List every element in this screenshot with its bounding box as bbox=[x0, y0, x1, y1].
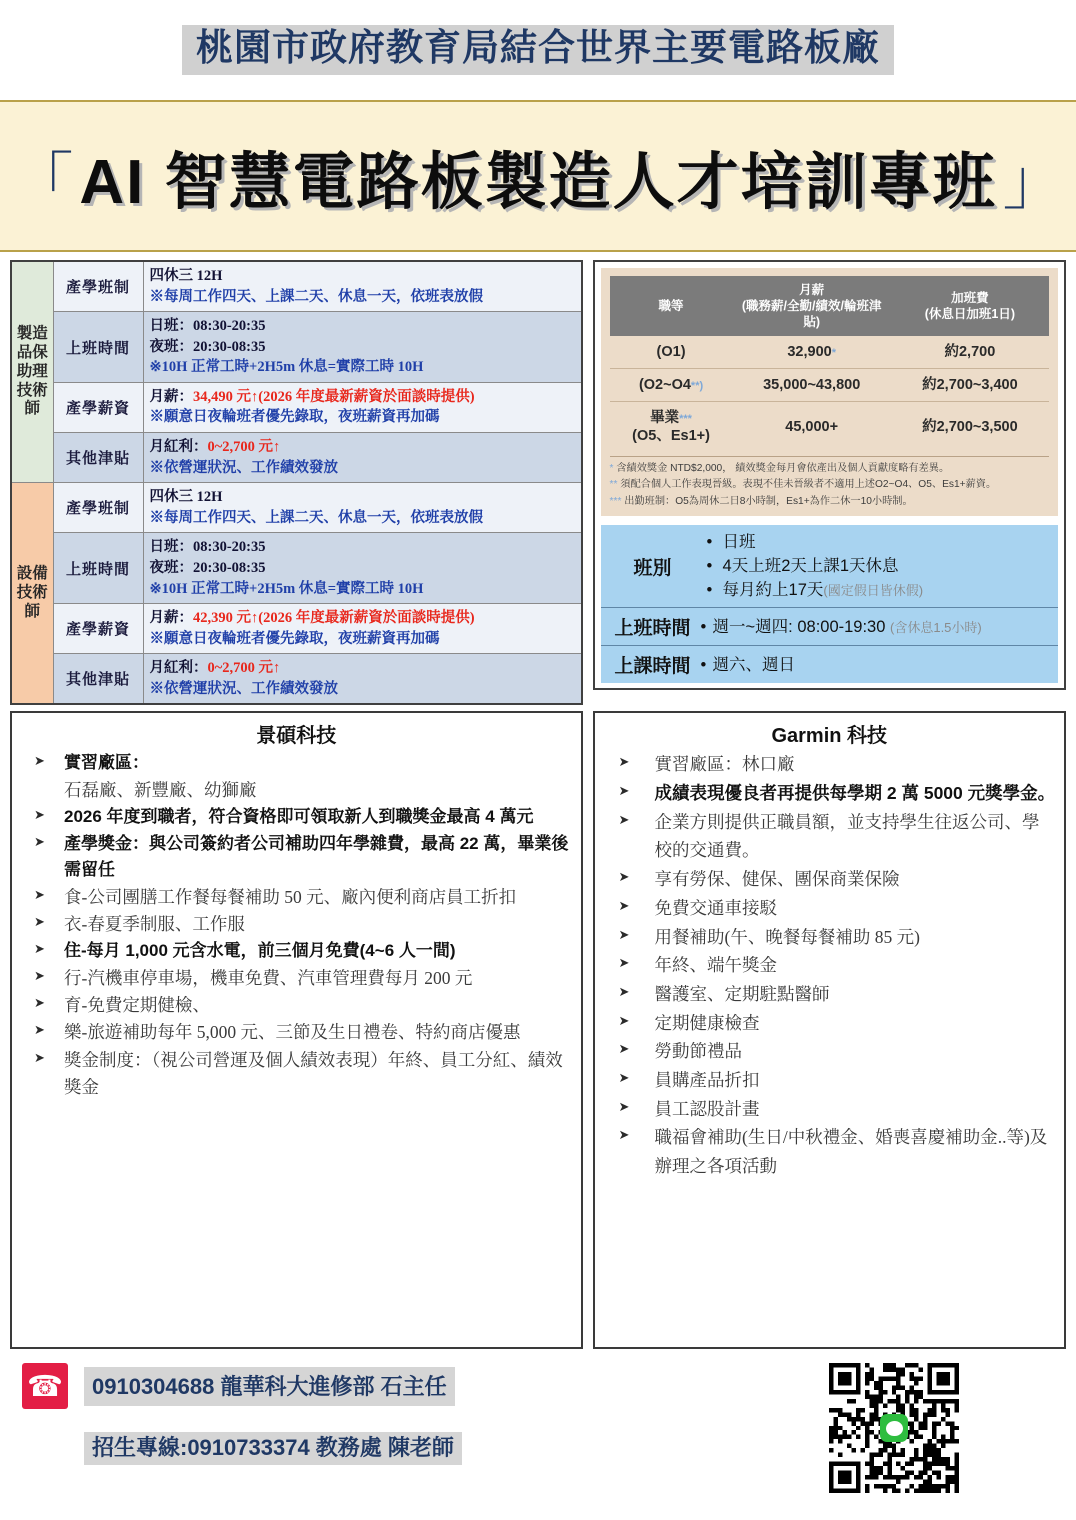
pay-cell-salary: 45,000+ bbox=[785, 419, 839, 436]
spec-line-2: ※依營運狀況、工作績效發放 bbox=[149, 680, 338, 697]
spec-row bbox=[11, 433, 582, 483]
title-banner bbox=[0, 100, 1076, 252]
pay-grade-card bbox=[601, 268, 1058, 516]
contact-line-2: 招生專線:0910733374 教務處 陳老師 bbox=[84, 1432, 462, 1465]
spec-row-body bbox=[143, 483, 582, 533]
pay-cell-overtime: 約2,700 bbox=[891, 336, 1049, 369]
benefit-item: ➤ 成績表現優良者再提供每學期 2 萬 5000 元獎學金。 bbox=[603, 779, 1056, 808]
pay-footnote: ** 須配合個人工作表現晉級。表現不佳未晉級者不適用上述O2~O4、O5、Es1+薪資。 bbox=[609, 479, 997, 491]
line-qr-code[interactable] bbox=[829, 1363, 959, 1493]
company-box-jingshuo bbox=[10, 711, 583, 1349]
schedule-value-shift bbox=[701, 530, 1054, 602]
spec-line-3: ※10H 正常工時+2H5m 休息=實際工時 10H bbox=[149, 580, 424, 597]
benefit-item: ➤ 定期健康檢查 bbox=[603, 1009, 1056, 1038]
spec-row-name: 產學薪資 bbox=[53, 604, 143, 654]
pay-table-header-row bbox=[610, 276, 1049, 336]
pay-grade-table bbox=[610, 276, 1049, 453]
pay-table-row bbox=[610, 336, 1049, 369]
pay-cell-grade: (O2~O4**) bbox=[610, 369, 733, 402]
schedule-classtime-item: • 週六、週日 bbox=[701, 653, 1054, 677]
pay-cell-salary: 35,000~43,800 bbox=[733, 369, 891, 402]
benefit-item: ➤ 醫護室、定期駐點醫師 bbox=[603, 980, 1056, 1009]
footer-qr-area bbox=[722, 1363, 1066, 1493]
pay-cell-overtime: 約2,700~3,500 bbox=[922, 419, 1018, 436]
spec-line-1: 日班：08:30-20:35 bbox=[149, 318, 266, 335]
pay-schedule-column bbox=[593, 260, 1066, 705]
company-row bbox=[0, 705, 1076, 1349]
benefit-item: ➤ 員購產品折扣 bbox=[603, 1066, 1056, 1095]
schedule-shift-item-3 bbox=[701, 578, 1054, 602]
pay-col-ot-l1: 加班費 bbox=[951, 291, 989, 305]
line-logo-icon bbox=[880, 1414, 908, 1442]
company-right-title: Garmin 科技 bbox=[771, 725, 888, 748]
benefit-item: ➤ 衣-春夏季制服、工作服 bbox=[20, 911, 573, 938]
contact-line-1: 0910304688 龍華科大進修部 石主任 bbox=[84, 1367, 455, 1406]
schedule-key-classtime: 上課時間 bbox=[614, 656, 691, 678]
page-title: AI 智慧電路板製造人才培訓專班 bbox=[79, 147, 997, 217]
pay-cell-overtime: 約2,700~3,400 bbox=[891, 369, 1049, 402]
spec-row-body bbox=[143, 312, 582, 383]
spec-line-1: 月薪：34,490 元↑(2026 年度最新薪資於面談時提供) bbox=[149, 388, 475, 405]
benefit-item: ➤ 員工認股計畫 bbox=[603, 1095, 1056, 1124]
spec-line-1: 四休三 12H bbox=[149, 268, 223, 284]
contact-row-2 bbox=[84, 1431, 722, 1462]
pay-col-salary-l2: (職務薪/全勤/績效/輪班津貼) bbox=[741, 299, 882, 329]
spec-line-1: 月薪：42,390 元↑(2026 年度最新薪資於面談時提供) bbox=[149, 610, 475, 627]
benefit-item: ➤ 育-免費定期健檢、 bbox=[20, 992, 573, 1019]
schedule-row-shift bbox=[601, 525, 1058, 608]
benefit-item: ➤ 用餐補助(午、晚餐每餐補助 85 元) bbox=[603, 923, 1056, 952]
spec-row-name: 上班時間 bbox=[53, 312, 143, 383]
schedule-worktime-main: 週一~週四: 08:00-19:30 bbox=[712, 617, 886, 636]
spec-row bbox=[11, 654, 582, 705]
spec-highlight: 0~2,700 元↑ bbox=[207, 439, 281, 456]
spec-row-name: 產學薪資 bbox=[53, 382, 143, 432]
footer-contacts bbox=[22, 1363, 722, 1493]
benefit-item: ➤ 行-汽機車停車場，機車免費、汽車管理費每月 200 元 bbox=[20, 965, 573, 992]
pay-cell-grade: (O1) bbox=[610, 336, 733, 369]
spec-row bbox=[11, 382, 582, 432]
spec-row-body bbox=[143, 533, 582, 604]
spec-line-1: 四休三 12H bbox=[149, 489, 223, 506]
spec-row-name: 其他津貼 bbox=[53, 654, 143, 705]
pay-col-salary-l1: 月薪 bbox=[799, 283, 825, 297]
spec-row-name: 產學班制 bbox=[53, 261, 143, 312]
main-grid bbox=[0, 252, 1076, 705]
company-box-garmin bbox=[593, 711, 1066, 1349]
schedule-worktime-note: (含休息1.5小時) bbox=[890, 619, 982, 635]
pay-table-row bbox=[610, 369, 1049, 402]
benefit-item: ➤ 住-每月 1,000 元含水電，前三個月免費(4~6 人一間) bbox=[20, 938, 573, 965]
benefit-item: ➤ 實習廠區： bbox=[20, 750, 573, 777]
benefit-item: ➤ 職福會補助(生日/中秋禮金、婚喪喜慶補助金..等)及辦理之各項活動 bbox=[603, 1123, 1056, 1180]
spec-line-1: 月紅利：0~2,700 元↑ bbox=[149, 439, 281, 456]
benefit-item: ➤ 樂-旅遊補助每年 5,000 元、三節及生日禮卷、特約商店優惠 bbox=[20, 1019, 573, 1046]
footer bbox=[0, 1349, 1076, 1493]
contact-row-1 bbox=[22, 1363, 722, 1409]
spec-row bbox=[11, 483, 582, 533]
spec-row-name: 產學班制 bbox=[53, 483, 143, 533]
spec-row-name: 其他津貼 bbox=[53, 433, 143, 483]
schedule-row-worktime bbox=[601, 608, 1058, 646]
pay-col-ot-l2: (休息日加班1日) bbox=[924, 307, 1016, 321]
benefit-item: ➤ 產學獎金：與公司簽約者公司補助四年學雜費，最高 22 萬，畢業後需留任 bbox=[20, 831, 573, 884]
spec-row-body bbox=[143, 433, 582, 483]
spec-highlight: 34,490 元↑(2026 年度最新薪資於面談時提供) bbox=[193, 388, 475, 405]
benefit-item: ➤ 實習廠區：林口廠 bbox=[603, 750, 1056, 779]
schedule-key-worktime: 上班時間 bbox=[614, 618, 691, 640]
bracket-close: 」 bbox=[1002, 147, 1065, 217]
pay-col-salary bbox=[733, 276, 891, 336]
spec-group-label-1: 設備技術師 bbox=[11, 483, 53, 705]
spec-row-name: 上班時間 bbox=[53, 533, 143, 604]
spec-line-1: 日班：08:30-20:35 bbox=[149, 539, 266, 556]
pay-footnote: * 含績效獎金 NTD$2,000， 績效獎金每月會依產出及個人貢獻度略有差異。 bbox=[609, 462, 950, 474]
spec-line-2: ※每周工作四天、上課二天、休息一天，依班表放假 bbox=[149, 288, 483, 305]
benefit-item: ➤ 勞動節禮品 bbox=[603, 1037, 1056, 1066]
spec-line-2: 夜班：20:30-08:35 bbox=[149, 559, 266, 576]
benefit-item: 石磊廠、新豐廠、幼獅廠 bbox=[64, 779, 257, 800]
spec-line-2: ※每周工作四天、上課二天、休息一天，依班表放假 bbox=[149, 509, 483, 526]
spec-table-column bbox=[10, 260, 583, 705]
benefit-item: ➤ 食-公司團膳工作餐每餐補助 50 元、廠內便利商店員工折扣 bbox=[20, 884, 573, 911]
pay-table-row bbox=[610, 402, 1049, 453]
spec-line-2: ※願意日夜輪班者優先錄取，夜班薪資再加碼 bbox=[149, 409, 440, 426]
schedule-value-worktime bbox=[701, 615, 1054, 639]
spec-row-body bbox=[143, 604, 582, 654]
pay-col-grade: 職等 bbox=[610, 276, 733, 336]
schedule-shift-item-2: • 4天上班2天上課1天休息 bbox=[701, 554, 1054, 578]
spec-row-body bbox=[143, 654, 582, 705]
spec-row bbox=[11, 604, 582, 654]
company-right-benefits bbox=[603, 750, 1056, 1180]
schedule-shift-item-3-note: (國定假日皆休假) bbox=[823, 583, 924, 599]
benefit-item: ➤ 享有勞保、健保、團保商業保險 bbox=[603, 865, 1056, 894]
spec-line-2: ※依營運狀況、工作績效發放 bbox=[149, 459, 338, 476]
pay-cell-grade: 畢業*** (O5、Es1+) bbox=[632, 410, 710, 445]
schedule-worktime-item bbox=[701, 615, 1054, 639]
benefit-item: ➤ 年終、端午獎金 bbox=[603, 951, 1056, 980]
spec-highlight: 42,390 元↑(2026 年度最新薪資於面談時提供) bbox=[193, 610, 475, 627]
pay-col-overtime bbox=[891, 276, 1049, 336]
spec-row-body bbox=[143, 382, 582, 432]
schedule-card bbox=[601, 525, 1058, 683]
spec-row bbox=[11, 533, 582, 604]
org-header bbox=[0, 0, 1076, 100]
schedule-value-classtime bbox=[701, 653, 1054, 677]
org-header-text: 桃園市政府教育局結合世界主要電路板廠 bbox=[182, 25, 894, 76]
bracket-open: 「 bbox=[11, 147, 74, 217]
schedule-shift-item-1: • 日班 bbox=[701, 530, 1054, 554]
pay-footnotes bbox=[610, 456, 1049, 511]
spec-line-3: ※10H 正常工時+2H5m 休息=實際工時 10H bbox=[149, 359, 424, 376]
benefit-item: ➤ 企業方則提供正職員額，並支持學生往返公司、學校的交通費。 bbox=[603, 808, 1056, 865]
spec-group-label-0: 製造品保助理技術師 bbox=[11, 261, 53, 483]
spec-line-2: ※願意日夜輪班者優先錄取，夜班薪資再加碼 bbox=[149, 630, 440, 647]
benefit-item: ➤ 2026 年度到職者，符合資格即可領取新人到職獎金最高 4 萬元 bbox=[20, 804, 573, 831]
pay-cell-salary: 32,900* bbox=[733, 336, 891, 369]
spec-line-2: 夜班：20:30-08:35 bbox=[149, 338, 266, 355]
schedule-key-shift: 班別 bbox=[633, 557, 672, 579]
schedule-row-classtime bbox=[601, 646, 1058, 683]
spec-row bbox=[11, 312, 582, 383]
spec-row bbox=[11, 261, 582, 312]
pay-schedule-box bbox=[593, 260, 1066, 690]
spec-highlight: 0~2,700 元↑ bbox=[207, 660, 281, 677]
company-left-title: 景碩科技 bbox=[256, 725, 337, 748]
spec-row-body bbox=[143, 261, 582, 312]
schedule-shift-item-3-main: 每月約上17天 bbox=[722, 581, 824, 600]
company-left-benefits bbox=[20, 750, 573, 1101]
job-spec-table bbox=[10, 260, 583, 705]
benefit-item: ➤ 免費交通車接駁 bbox=[603, 894, 1056, 923]
spec-line-1: 月紅利：0~2,700 元↑ bbox=[149, 660, 281, 677]
pay-footnote: *** 出勤班制：O5為周休二日8小時制，Es1+為作二休一10小時制。 bbox=[609, 495, 913, 507]
telephone-icon: ☎ bbox=[22, 1363, 68, 1409]
benefit-item: ➤ 獎金制度：（視公司營運及個人績效表現）年終、員工分紅、績效獎金 bbox=[20, 1047, 573, 1102]
